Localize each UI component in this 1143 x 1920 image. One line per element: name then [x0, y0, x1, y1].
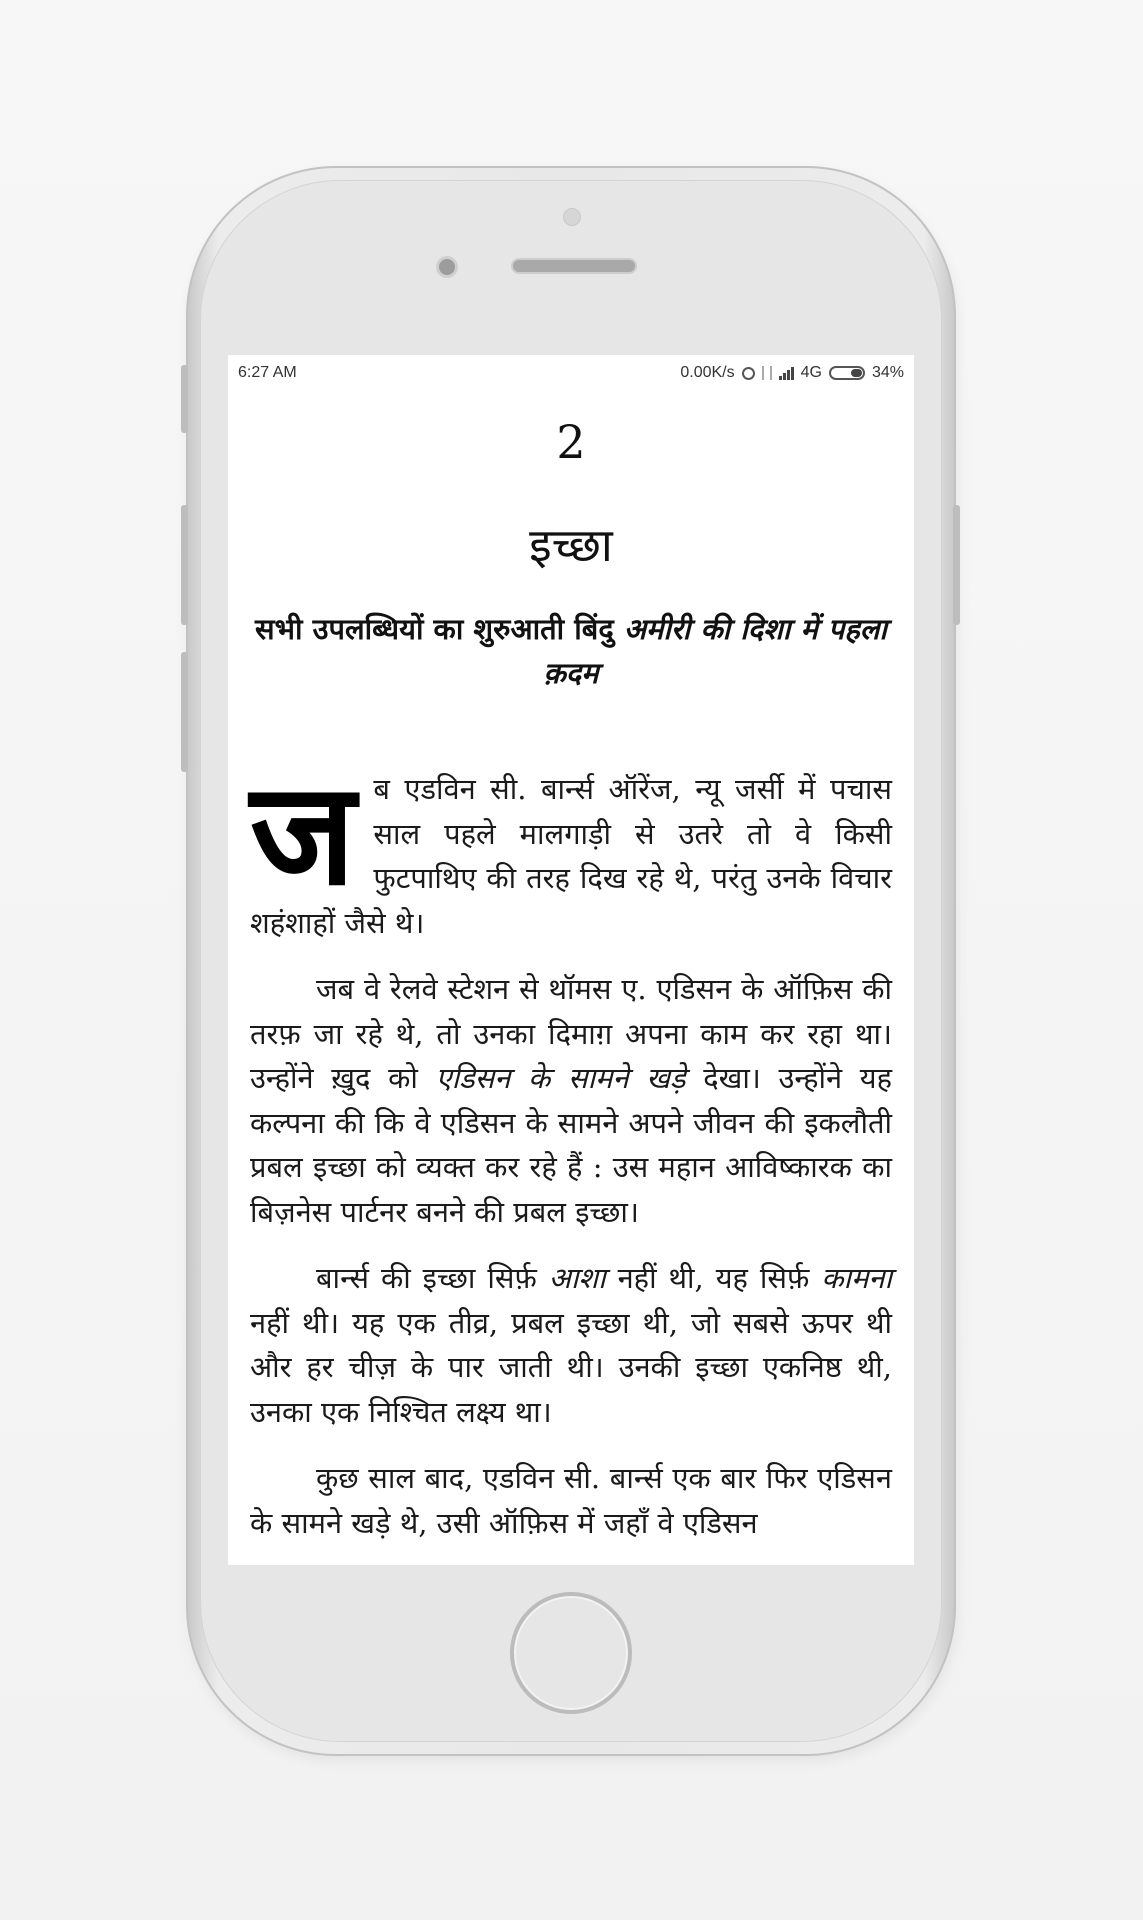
paragraph-3-text-b: नहीं थी, यह सिर्फ़	[617, 1261, 810, 1295]
status-icons	[680, 364, 904, 382]
power-button	[953, 505, 960, 625]
paragraph-2-text-a: जब वे रेलवे स्टेशन से थॉमस ए. एडिसन के ऑफ़िस की तरफ़ जा रहे थे, तो उनका दिमाग़ अपना काम कर रहा था। उन्होंने ख़ुद को	[250, 972, 892, 1095]
paragraph-3-italic-2: कामना	[821, 1261, 893, 1295]
subtitle-bold: सभी उपलब्धियों का शुरुआती बिंदु	[255, 612, 614, 646]
chapter-subtitle	[250, 607, 892, 695]
paragraph-2-italic: एडिसन के सामने खड़े	[435, 1061, 686, 1095]
volume-up-button	[181, 505, 188, 625]
drop-cap: ज	[250, 751, 356, 917]
subtitle-italic: अमीरी की दिशा में पहला क़दम	[543, 612, 887, 690]
battery-level: 34%	[871, 364, 904, 381]
volume-down-button	[181, 652, 188, 772]
proximity-sensor	[436, 256, 458, 278]
screen	[228, 355, 914, 1565]
paragraph-2-text-b: देखा। उन्होंने यह कल्पना की कि वे एडिसन के सामने अपने जीवन की इकलौती प्रबल इच्छा को व्यक्त कर रहे हैं : उस महान आविष्कारक का बिज़नेस पार्टनर बनने की प्रबल इच्छा।	[250, 1061, 893, 1229]
paragraph-4	[250, 1456, 892, 1545]
signal-icon	[779, 367, 794, 380]
paragraph-2	[250, 967, 892, 1234]
paragraph-3	[250, 1256, 892, 1434]
network-type: 4G	[800, 364, 822, 381]
sim-icon	[762, 366, 772, 380]
front-camera	[563, 208, 581, 226]
net-speed: 0.00K/s	[680, 364, 735, 381]
earpiece-speaker	[511, 258, 637, 274]
paragraph-3-text-c: नहीं थी। यह एक तीव्र, प्रबल इच्छा थी, जो सबसे ऊपर थी और हर चीज़ के पार जाती थी। उनकी इच्छा एकनिष्ठ थी, उनका एक निश्चित लक्ष्य था।	[250, 1305, 892, 1429]
home-button[interactable]	[510, 1592, 632, 1714]
mute-switch	[181, 365, 188, 433]
alarm-icon	[742, 367, 755, 380]
paragraph-4-text: कुछ साल बाद, एडविन सी. बार्न्स एक बार फिर एडिसन के सामने खड़े थे, उसी ऑफ़िस में जहाँ वे एडिसन	[250, 1461, 892, 1540]
chapter-number: 2	[556, 415, 586, 469]
status-bar	[228, 355, 914, 391]
paragraph-3-text-a: बार्न्स की इच्छा सिर्फ़	[316, 1261, 537, 1295]
battery-icon	[829, 366, 865, 380]
status-time: 6:27 AM	[238, 364, 297, 381]
paragraph-1-text: ब एडविन सी. बार्न्स ऑरेंज, न्यू जर्सी में पचास साल पहले मालगाड़ी से उतरे तो वे किसी फुटपाथिए की तरह दिख रहे थे, परंतु उनके विचार शहंशाहों जैसे थे।	[250, 772, 892, 940]
chapter-title: इच्छा	[529, 518, 613, 572]
chapter-body	[250, 751, 893, 1565]
paragraph-3-italic-1: आशा	[548, 1261, 606, 1295]
paragraph-1	[250, 751, 892, 945]
